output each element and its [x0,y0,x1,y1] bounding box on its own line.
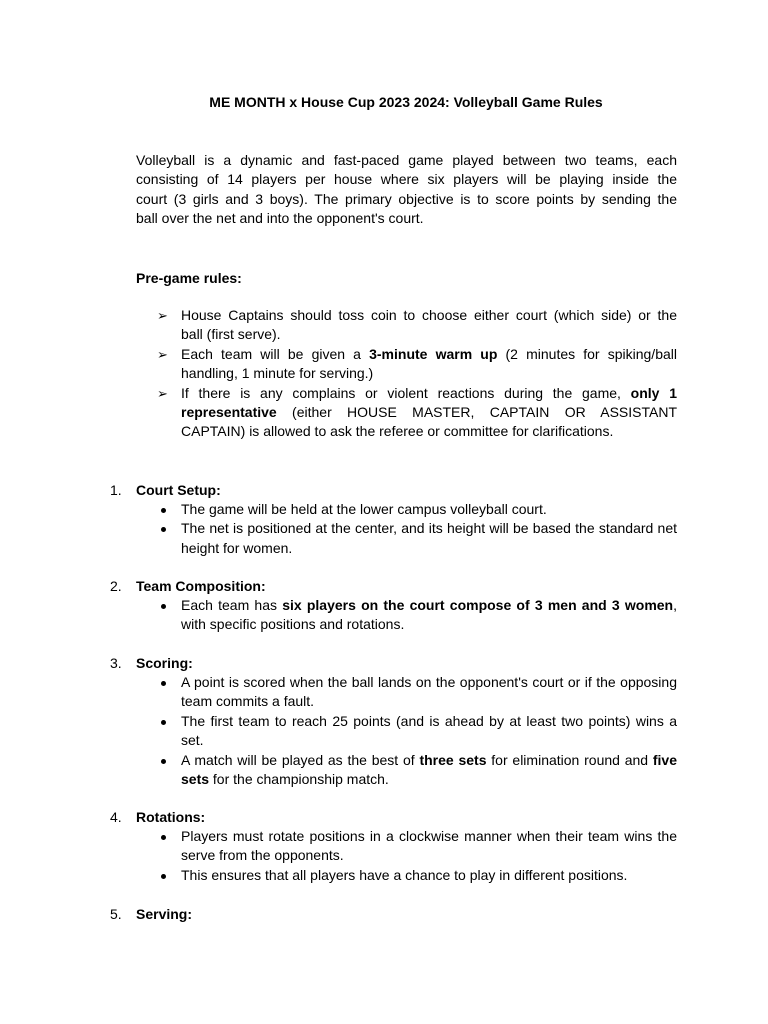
bullet-dot-icon [161,527,166,532]
pregame-rule: ➢ Each team will be given a 3-minute warm up (2 minutes for spiking/ball handling, 1 minute for serving.) [157,345,677,382]
list-item: Players must rotate positions in a clockwise manner when their team wins the serve from the opponents. [158,827,677,866]
bullet-dot-icon [161,835,166,840]
list-item: A point is scored when the ball lands on the opponent's court or if the opposing team commits a fault. [158,673,677,712]
arrow-bullet-icon: ➢ [157,385,168,401]
intro-line: ball over the net and into the opponent's court. [136,210,424,227]
intro-line: court (3 girls and 3 boys). The primary objective is to score points by sending the [136,190,677,207]
bullet-dot-icon [161,604,166,609]
arrow-bullet-icon: ➢ [157,346,168,362]
list-item: The game will be held at the lower campus volleyball court. [158,500,677,519]
bullet-dot-icon [161,874,166,879]
bullet-dot-icon [161,759,166,764]
list-item: This ensures that all players have a chance to play in different positions. [158,866,677,885]
section-title: Serving: [136,906,193,922]
section-title: Team Composition: [136,578,266,594]
arrow-bullet-icon: ➢ [157,308,168,323]
section-title: Scoring: [136,655,193,671]
pregame-rule: ➢ If there is any complains or violent reactions during the game, only 1 representative (either HOUSE MASTER, CAPTAIN OR ASSISTANT CAPTAIN) is allowed to ask the referee or committee for clarifications. [157,384,677,440]
list-item: The first team to reach 25 points (and is ahead by at least two points) wins a set. [158,712,677,751]
bullet-dot-icon [161,720,166,725]
pregame-rules-list [157,306,677,442]
section-number: 4. [110,809,122,825]
list-item: The net is positioned at the center, and its height will be based the standard net height for women. [158,519,677,558]
section-number: 3. [110,655,122,671]
page-title: ME MONTH x House Cup 2023 2024: Volleyball Game Rules [209,94,603,110]
bullet-dot-icon [161,508,166,513]
section-number: 2. [110,578,122,594]
section-number: 1. [110,482,122,498]
intro-line: Volleyball is a dynamic and fast-paced game played between two teams, each [136,152,677,168]
list-item: A match will be played as the best of three sets for elimination round and five sets for the championship match. [158,751,677,790]
intro-line: consisting of 14 players per house where six players will be playing inside the [136,171,677,188]
list-item: Each team has six players on the court compose of 3 men and 3 women, with specific positions and rotations. [158,596,677,635]
intro-paragraph [136,151,677,229]
section-title: Court Setup: [136,482,221,498]
pregame-heading: Pre-game rules: [136,270,242,286]
pregame-rule: ➢ House Captains should toss coin to choose either court (which side) or the ball (first serve). [157,307,677,343]
bullet-dot-icon [161,681,166,686]
section-number: 5. [110,906,122,922]
section-title: Rotations: [136,809,206,825]
